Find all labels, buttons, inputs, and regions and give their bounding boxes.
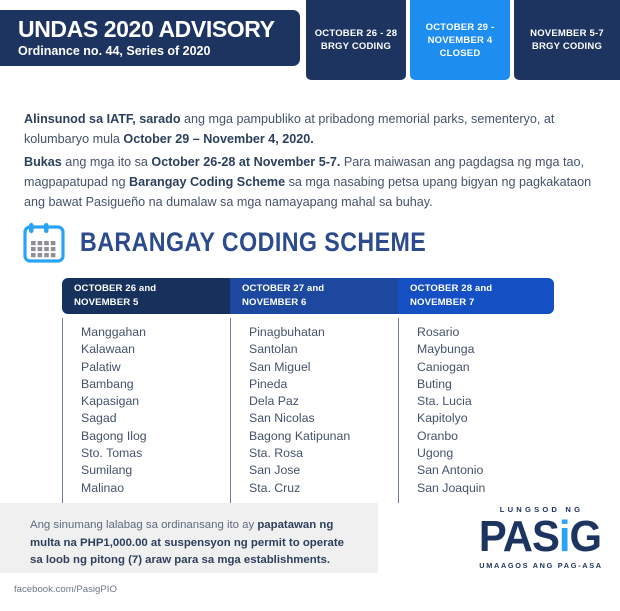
schedule-badge-nov5-7 <box>514 0 620 80</box>
list-item: Buting <box>417 376 452 391</box>
list-item: Ugong <box>417 446 454 461</box>
section-title: BARANGAY CODING SCHEME <box>80 226 427 257</box>
list-item: Bagong Ilog <box>81 428 147 443</box>
calendar-icon <box>22 220 66 264</box>
para1-bold-dates: October 29 – November 4, 2020. <box>123 132 314 146</box>
facebook-link[interactable]: facebook.com/PasigPIO <box>14 584 117 595</box>
advisory-paragraph-open <box>24 152 602 212</box>
table-header-col-2 <box>230 278 398 314</box>
list-item: Pinagbuhatan <box>249 325 325 339</box>
advisory-title-block <box>0 10 300 66</box>
logo-word-highlight: i <box>558 512 570 561</box>
header-bar <box>0 0 620 80</box>
header-line-1: OCTOBER 26 and <box>74 283 157 294</box>
list-item: Manggahan <box>81 325 146 339</box>
barangay-coding-scheme-heading <box>22 220 483 264</box>
penalty-note-text <box>30 517 356 570</box>
logo-top-text: LUNGSOD NG <box>499 505 584 514</box>
badge-line-1: OCTOBER 26 - 28 <box>314 28 398 39</box>
logo-tagline: UMAAGOS ANG PAG-ASA <box>479 561 603 570</box>
list-item: Pineda <box>249 376 288 391</box>
note-text-bold: papatawan ng multa na PHP1,000.00 at suspensyon ng permit to operate sa loob ng pitong (7) araw para sa mga establishments. <box>30 519 344 566</box>
table-header-col-1 <box>62 278 230 314</box>
logo-word-part-2: G <box>569 512 602 561</box>
logo-word-part-1: PAS <box>478 512 559 561</box>
pasig-city-logo <box>470 505 610 570</box>
list-item: San Jose <box>249 463 301 478</box>
list-item: Oranbo <box>417 428 459 443</box>
barangay-list-col-2 <box>230 318 398 503</box>
list-item: Caniogan <box>417 359 470 374</box>
page-title: UNDAS 2020 ADVISORY <box>18 16 275 42</box>
list-item: San Nicolas <box>249 411 315 426</box>
para1-bold-lead: Alinsunod sa IATF, sarado <box>24 112 181 126</box>
advisory-paragraph-closure <box>24 109 602 149</box>
list-item: Sta. Rosa <box>249 446 303 461</box>
list-item: Sto. Tomas <box>81 446 143 461</box>
header-line-2: NOVEMBER 7 <box>410 296 475 308</box>
list-item: Maybunga <box>417 342 475 357</box>
list-item: Sta. Lucia <box>417 394 472 409</box>
list-item: Malinao <box>81 480 125 495</box>
list-item: Sagad <box>81 411 117 426</box>
list-item: San Antonio <box>417 463 484 478</box>
para2-text-b: Para maiwasan ang pagdagsa ng mga tao, magpapatupad ng <box>24 155 585 189</box>
para2-text-a: ang mga ito sa <box>61 155 152 169</box>
list-item: Bambang <box>81 376 134 391</box>
page-subtitle: Ordinance no. 44, Series of 2020 <box>18 44 211 58</box>
list-item: San Miguel <box>249 359 311 374</box>
badge-line-1: NOVEMBER 5-7 <box>530 28 604 39</box>
header-line-2: NOVEMBER 6 <box>242 296 307 308</box>
list-item: Dela Paz <box>249 394 299 409</box>
badge-line-2: NOVEMBER 4 <box>427 34 493 46</box>
list-item: Rosario <box>417 325 460 339</box>
list-item: Palatiw <box>81 359 121 374</box>
header-line-1: OCTOBER 28 and <box>410 283 493 294</box>
barangay-list-col-1 <box>62 318 230 503</box>
table-header-row <box>62 278 554 314</box>
para2-bold-dates: October 26-28 at November 5-7. <box>151 155 341 169</box>
note-text-normal: Ang sinumang lalabag sa ordinansang ito ay <box>30 519 258 531</box>
list-item: San Joaquin <box>417 480 486 495</box>
header-line-1: OCTOBER 27 and <box>242 283 325 294</box>
badge-line-2: BRGY CODING <box>320 41 392 52</box>
list-item: Sumilang <box>81 463 133 478</box>
list-item: Bagong Katipunan <box>249 428 351 443</box>
badge-line-2: BRGY CODING <box>531 41 603 52</box>
table-header-col-3 <box>398 278 554 314</box>
badge-line-1: OCTOBER 29 - <box>425 21 495 33</box>
list-item: Kalawaan <box>81 342 136 357</box>
list-item: Santolan <box>249 342 298 357</box>
table-body <box>62 318 554 503</box>
para2-text-c: sa mga nasabing petsa upang bigyan ng pagkakataon ang bawat Pasigueño na dumalaw sa mga namayapang mahal sa buhay. <box>24 175 592 209</box>
list-item: Kapasigan <box>81 394 140 409</box>
schedule-badge-oct29-nov4-closed <box>410 0 510 80</box>
barangay-coding-table <box>62 278 554 495</box>
para2-bold-scheme: Barangay Coding Scheme <box>129 175 286 189</box>
list-item: Kapitolyo <box>417 411 468 426</box>
para1-text: ang mga pampubliko at pribadong memorial parks, sementeryo, at kolumbaryo mula <box>24 112 555 146</box>
header-line-2: NOVEMBER 5 <box>74 296 139 308</box>
list-item: Sta. Cruz <box>249 480 301 495</box>
schedule-badge-oct26-28 <box>306 0 406 80</box>
para2-bold-lead: Bukas <box>24 155 62 169</box>
logo-wordmark <box>474 512 607 561</box>
badge-line-3: CLOSED <box>439 47 481 59</box>
penalty-note-box <box>0 503 378 573</box>
barangay-list-col-3 <box>398 318 554 503</box>
